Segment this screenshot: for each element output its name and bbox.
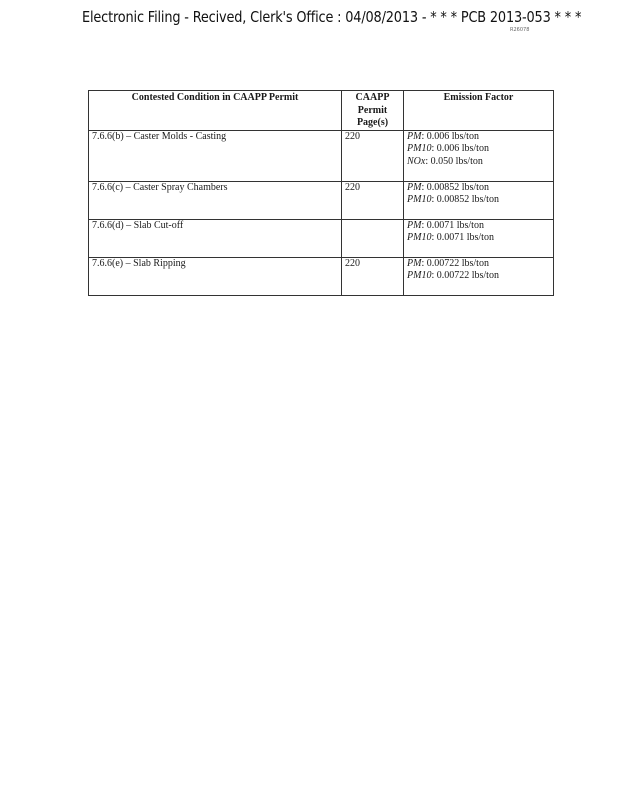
- factor-pollutant: PM: [407, 181, 422, 193]
- header-condition: Contested Condition in CAAPP Permit: [89, 91, 342, 131]
- factor-value: : 0.050 lbs/ton: [425, 155, 483, 167]
- factor-value: : 0.00852 lbs/ton: [431, 194, 499, 205]
- cell-factors: [404, 130, 554, 181]
- factor-value: : 0.00852 lbs/ton: [421, 181, 489, 193]
- factor-pollutant: PM10: [407, 143, 432, 154]
- header-emission-factor: Emission Factor: [404, 91, 554, 131]
- cell-condition: 7.6.6(b) – Caster Molds - Casting: [89, 130, 342, 181]
- factor-line: [407, 220, 550, 233]
- filing-stamp: Electronic Filing - Recived, Clerk's Office : 04/08/2013 - * * * PCB 2013-053 * * *: [82, 8, 582, 26]
- factor-line: [407, 156, 550, 169]
- cell-condition: 7.6.6(d) – Slab Cut-off: [89, 219, 342, 257]
- factor-line: [407, 258, 550, 271]
- cell-condition: 7.6.6(c) – Caster Spray Chambers: [89, 181, 342, 219]
- cell-factors: [404, 219, 554, 257]
- table-row: [89, 219, 554, 257]
- contested-conditions-table: [88, 90, 554, 296]
- factor-value: : 0.00722 lbs/ton: [421, 257, 489, 269]
- header-permit-page: CAAPP Permit Page(s): [342, 91, 404, 131]
- factor-value: : 0.006 lbs/ton: [421, 130, 479, 142]
- table-row: [89, 181, 554, 219]
- factor-line: [407, 194, 550, 207]
- factor-pollutant: PM: [407, 257, 422, 269]
- factor-line: [407, 143, 550, 156]
- cell-page: [342, 219, 404, 257]
- cell-page: 220: [342, 181, 404, 219]
- factor-line: [407, 182, 550, 195]
- factor-value: : 0.0071 lbs/ton: [431, 232, 494, 243]
- factor-value: : 0.0071 lbs/ton: [421, 219, 484, 231]
- cell-page: 220: [342, 130, 404, 181]
- factor-line: [407, 232, 550, 245]
- table-header-row: [89, 91, 554, 131]
- factor-pollutant: PM: [407, 130, 422, 142]
- factor-pollutant: PM10: [407, 270, 432, 281]
- factor-pollutant: NOx: [407, 155, 426, 167]
- cell-page: 220: [342, 257, 404, 295]
- factor-pollutant: PM10: [407, 232, 432, 243]
- factor-line: [407, 270, 550, 283]
- cell-factors: [404, 257, 554, 295]
- factor-value: : 0.00722 lbs/ton: [431, 270, 499, 281]
- factor-pollutant: PM10: [407, 194, 432, 205]
- factor-line: [407, 131, 550, 144]
- factor-value: : 0.006 lbs/ton: [431, 143, 489, 154]
- factor-pollutant: PM: [407, 219, 422, 231]
- cell-factors: [404, 181, 554, 219]
- table-row: [89, 257, 554, 295]
- cell-condition: 7.6.6(e) – Slab Ripping: [89, 257, 342, 295]
- filing-stamp-id: R26078: [510, 27, 530, 33]
- table-row: [89, 130, 554, 181]
